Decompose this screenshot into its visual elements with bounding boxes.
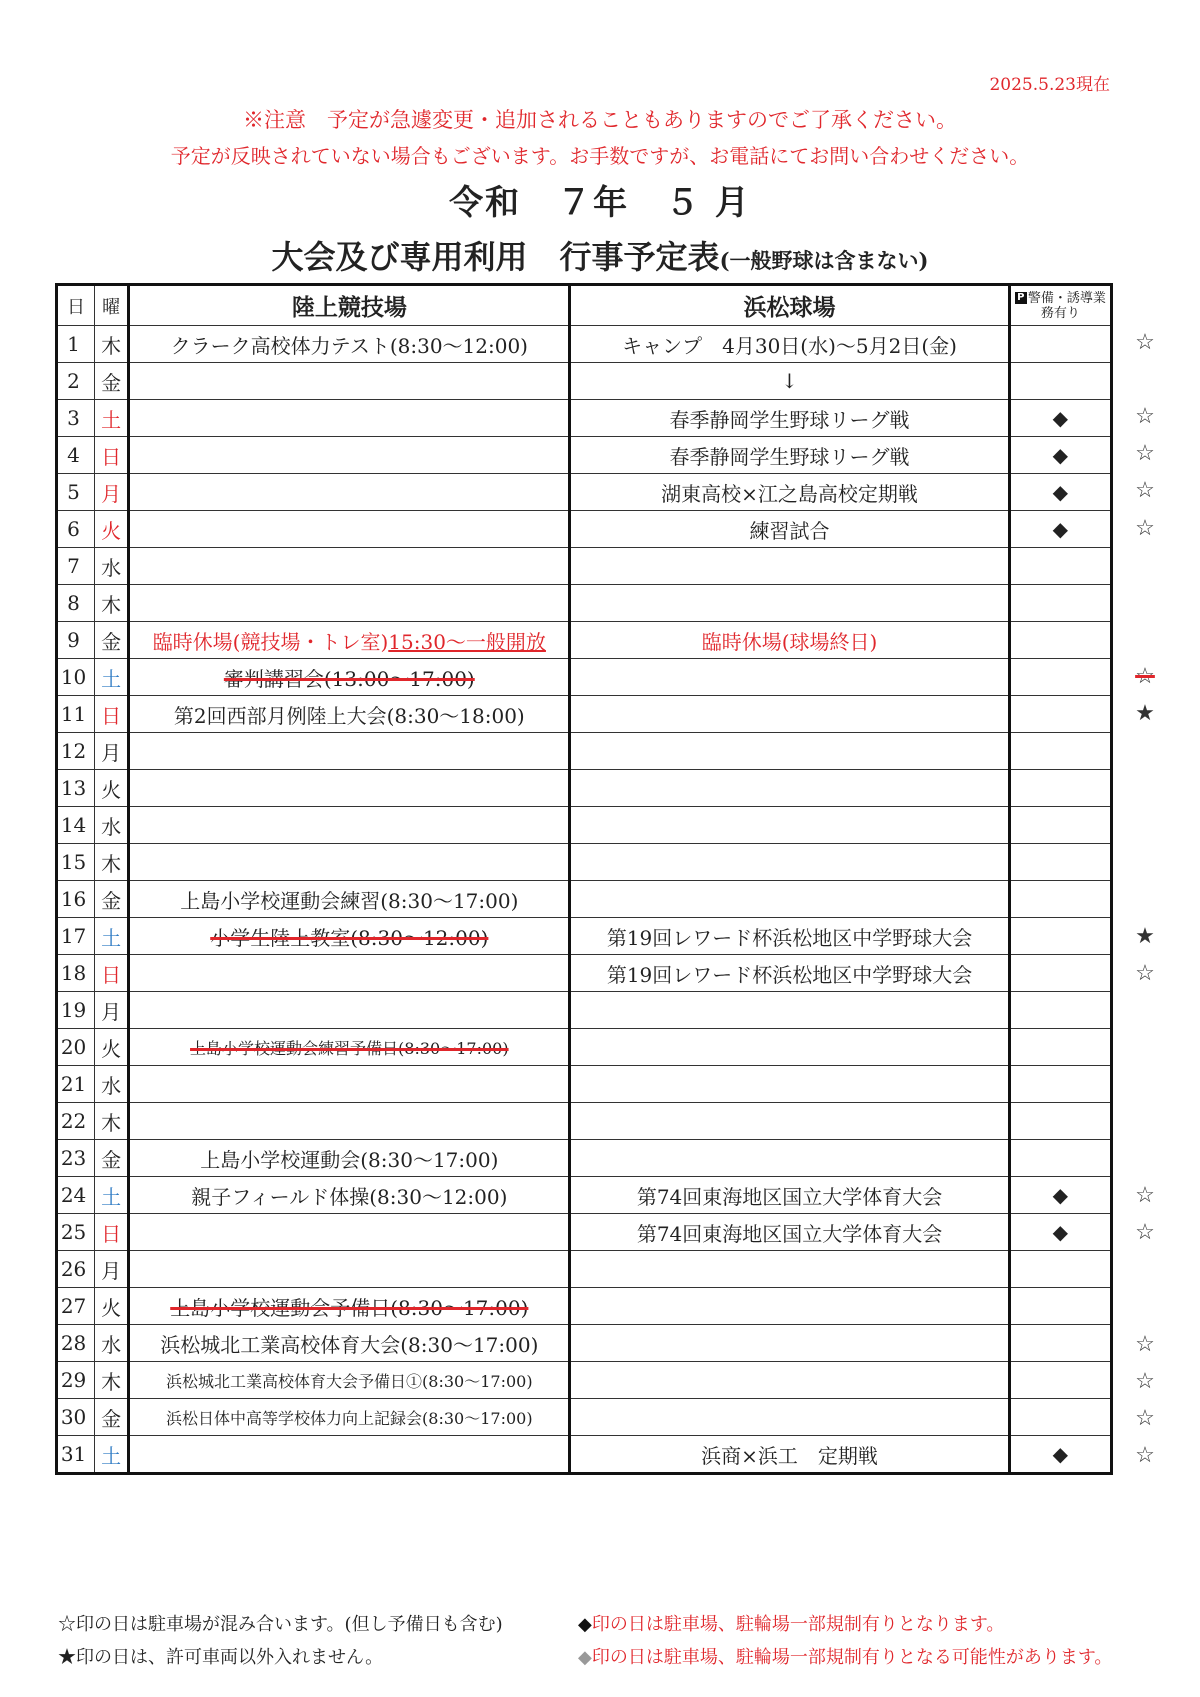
row-baseball-event: キャンプ 4月30日(水)～5月2日(金) [570, 326, 1009, 363]
row-weekday: 火 [95, 1288, 129, 1325]
row-weekday: 日 [95, 955, 129, 992]
row-weekday: 月 [95, 992, 129, 1029]
row-parking-mark [1009, 733, 1111, 770]
table-row [57, 659, 1112, 696]
row-athletics-event [129, 1140, 570, 1177]
row-parking-mark [1009, 585, 1111, 622]
row-day: 24 [57, 1177, 95, 1214]
row-baseball-event [570, 1103, 1009, 1140]
row-athletics-event [129, 437, 570, 474]
table-row [57, 1288, 1112, 1325]
table-row [57, 548, 1112, 585]
row-day: 14 [57, 807, 95, 844]
row-weekday: 水 [95, 1325, 129, 1362]
table-row [57, 770, 1112, 807]
row-parking-mark [1009, 1288, 1111, 1325]
row-athletics-event [129, 326, 570, 363]
row-baseball-event [570, 1399, 1009, 1436]
row-athletics-event [129, 844, 570, 881]
row-athletics-event [129, 659, 570, 696]
row-athletics-event [129, 1214, 570, 1251]
row-parking-mark: ◆ [1009, 1436, 1111, 1474]
row-weekday: 木 [95, 585, 129, 622]
row-weekday: 土 [95, 659, 129, 696]
row-athletics-event [129, 548, 570, 585]
table-row [57, 437, 1112, 474]
header-baseball: 浜松球場 [570, 285, 1009, 326]
row-weekday: 木 [95, 326, 129, 363]
row-day: 18 [57, 955, 95, 992]
row-athletics-event [129, 1399, 570, 1436]
row-parking-mark [1009, 1325, 1111, 1362]
row-baseball-event: 第19回レワード杯浜松地区中学野球大会 [570, 955, 1009, 992]
row-weekday: 土 [95, 400, 129, 437]
row-star-mark: ☆ [1135, 1331, 1155, 1357]
row-day: 11 [57, 696, 95, 733]
athletics-open-note: 15:30～一般開放 [388, 629, 546, 654]
row-athletics-event [129, 918, 570, 955]
row-weekday: 金 [95, 622, 129, 659]
row-athletics-event [129, 400, 570, 437]
row-parking-mark [1009, 548, 1111, 585]
athletics-event-text: 上島小学校運動会(8:30～17:00) [200, 1147, 499, 1172]
table-row [57, 1066, 1112, 1103]
row-star-mark: ☆ [1135, 1443, 1155, 1468]
row-baseball-event [570, 1029, 1009, 1066]
row-athletics-event [129, 1103, 570, 1140]
row-weekday: 金 [95, 1140, 129, 1177]
row-baseball-event: 浜商×浜工 定期戦 [570, 1436, 1009, 1474]
row-baseball-event [570, 1288, 1009, 1325]
row-parking-mark [1009, 1362, 1111, 1399]
row-parking-mark [1009, 770, 1111, 807]
table-row [57, 992, 1112, 1029]
table-row [57, 807, 1112, 844]
athletics-event-text: 第2回西部月例陸上大会(8:30～18:00) [173, 703, 525, 728]
row-weekday: 金 [95, 1399, 129, 1436]
legend-black-star: ★印の日は、許可車両以外入れません。 [58, 1647, 384, 1668]
row-baseball-event [570, 992, 1009, 1029]
row-parking-mark: ◆ [1009, 1177, 1111, 1214]
legend-white-star: ☆印の日は駐車場が混み合います。(但し予備日も含む) [58, 1614, 503, 1635]
row-day: 17 [57, 918, 95, 955]
row-baseball-event: 湖東高校×江之島高校定期戦 [570, 474, 1009, 511]
row-star-mark: ☆ [1135, 404, 1155, 430]
row-baseball-event: 練習試合 [570, 511, 1009, 548]
row-weekday: 日 [95, 696, 129, 733]
table-row [57, 1399, 1112, 1436]
row-baseball-event [570, 1066, 1009, 1103]
row-day: 19 [57, 992, 95, 1029]
row-star-mark: ☆ [1135, 478, 1155, 504]
row-athletics-event [129, 807, 570, 844]
row-weekday: 土 [95, 1436, 129, 1474]
row-day: 31 [57, 1436, 95, 1474]
row-parking-mark [1009, 363, 1111, 400]
row-athletics-event [129, 474, 570, 511]
athletics-event-text: 審判講習会(13:00～17:00) [223, 666, 475, 691]
row-athletics-event [129, 881, 570, 918]
row-athletics-event [129, 696, 570, 733]
row-star-mark: ☆ [1135, 441, 1155, 467]
row-day: 12 [57, 733, 95, 770]
table-row [57, 400, 1112, 437]
row-weekday: 金 [95, 363, 129, 400]
row-parking-mark: ◆ [1009, 511, 1111, 548]
table-row [57, 1029, 1112, 1066]
table-row [57, 1362, 1112, 1399]
legend-black-diamond-text: 印の日は駐車場、駐輪場一部規制有りとなります。 [591, 1614, 1005, 1635]
table-row [57, 1140, 1112, 1177]
row-weekday: 日 [95, 1214, 129, 1251]
row-athletics-event [129, 585, 570, 622]
row-athletics-event [129, 1362, 570, 1399]
as-of-date: 2025.5.23現在 [989, 75, 1110, 95]
table-row [57, 733, 1112, 770]
table-row [57, 955, 1112, 992]
table-row [57, 1214, 1112, 1251]
row-athletics-event [129, 1325, 570, 1362]
table-row [57, 363, 1112, 400]
row-day: 21 [57, 1066, 95, 1103]
parking-badge-icon: P [1015, 292, 1027, 304]
row-weekday: 月 [95, 1251, 129, 1288]
row-parking-mark [1009, 659, 1111, 696]
athletics-event-text: 上島小学校運動会練習予備日(8:30～17:00) [190, 1039, 509, 1058]
row-star-mark: ☆ [1135, 1220, 1155, 1246]
legend-gray-diamond-text: 印の日は駐車場、駐輪場一部規制有りとなる可能性があります。 [591, 1647, 1113, 1668]
row-baseball-event: 第74回東海地区国立大学体育大会 [570, 1214, 1009, 1251]
row-day: 23 [57, 1140, 95, 1177]
row-day: 20 [57, 1029, 95, 1066]
row-weekday: 土 [95, 1177, 129, 1214]
title-month: 令和 ７年 ５ 月 [449, 183, 751, 223]
row-athletics-event [129, 622, 570, 659]
athletics-event-text: 浜松城北工業高校体育大会(8:30～17:00) [160, 1332, 539, 1357]
row-day: 8 [57, 585, 95, 622]
row-star-mark: ☆ [1135, 330, 1155, 355]
row-athletics-event [129, 511, 570, 548]
row-baseball-event: 臨時休場(球場終日) [570, 622, 1009, 659]
row-parking-mark [1009, 881, 1111, 918]
row-day: 15 [57, 844, 95, 881]
row-weekday: 木 [95, 1362, 129, 1399]
row-day: 9 [57, 622, 95, 659]
row-athletics-event [129, 363, 570, 400]
row-day: 13 [57, 770, 95, 807]
table-row [57, 1177, 1112, 1214]
row-parking-mark [1009, 955, 1111, 992]
row-weekday: 木 [95, 844, 129, 881]
table-row [57, 1103, 1112, 1140]
row-parking-mark: ◆ [1009, 437, 1111, 474]
table-row [57, 1251, 1112, 1288]
row-weekday: 火 [95, 1029, 129, 1066]
athletics-event-text: 浜松城北工業高校体育大会予備日①(8:30～17:00) [166, 1372, 533, 1391]
header-parking-label: 警備・誘導業務有り [1027, 290, 1106, 321]
table-row [57, 585, 1112, 622]
notice-line-1: ※注意 予定が急遽変更・追加されることもありますのでご了承ください。 [243, 108, 957, 132]
row-parking-mark [1009, 844, 1111, 881]
table-row [57, 881, 1112, 918]
row-parking-mark [1009, 1251, 1111, 1288]
table-row [57, 696, 1112, 733]
header-weekday: 曜 [95, 285, 129, 326]
header-parking [1009, 285, 1111, 326]
row-day: 5 [57, 474, 95, 511]
table-header-row [57, 285, 1112, 326]
row-day: 27 [57, 1288, 95, 1325]
row-parking-mark: ◆ [1009, 1214, 1111, 1251]
row-star-mark: ☆ [1135, 1405, 1155, 1431]
row-weekday: 月 [95, 474, 129, 511]
header-athletics: 陸上競技場 [129, 285, 570, 326]
row-athletics-event [129, 733, 570, 770]
row-athletics-event [129, 770, 570, 807]
row-parking-mark [1009, 1029, 1111, 1066]
athletics-event-text: 上島小学校運動会予備日(8:30～17:00) [170, 1295, 529, 1320]
row-athletics-event [129, 1288, 570, 1325]
row-athletics-event [129, 1066, 570, 1103]
row-baseball-event [570, 696, 1009, 733]
row-parking-mark [1009, 622, 1111, 659]
table-row [57, 474, 1112, 511]
row-baseball-event [570, 733, 1009, 770]
row-baseball-event [570, 1325, 1009, 1362]
notice-line-2: 予定が反映されていない場合もございます。お手数ですが、お電話にてお問い合わせください。 [170, 144, 1030, 168]
row-weekday: 日 [95, 437, 129, 474]
row-day: 30 [57, 1399, 95, 1436]
row-parking-mark: ◆ [1009, 400, 1111, 437]
row-baseball-event [570, 585, 1009, 622]
row-baseball-event: ↓ [570, 363, 1009, 400]
row-baseball-event [570, 548, 1009, 585]
black-diamond-icon: ◆ [578, 1614, 592, 1635]
row-baseball-event [570, 1140, 1009, 1177]
row-baseball-event [570, 881, 1009, 918]
row-star-mark: ★ [1135, 923, 1155, 949]
row-day: 2 [57, 363, 95, 400]
row-star-mark: ☆ [1135, 515, 1155, 541]
table-row [57, 622, 1112, 659]
row-weekday: 木 [95, 1103, 129, 1140]
row-baseball-event [570, 844, 1009, 881]
row-baseball-event [570, 1251, 1009, 1288]
row-weekday: 水 [95, 548, 129, 585]
row-day: 3 [57, 400, 95, 437]
row-day: 4 [57, 437, 95, 474]
table-row [57, 511, 1112, 548]
row-day: 28 [57, 1325, 95, 1362]
row-parking-mark [1009, 326, 1111, 363]
row-athletics-event [129, 1029, 570, 1066]
row-day: 1 [57, 326, 95, 363]
athletics-event-text: クラーク高校体力テスト(8:30～12:00) [170, 333, 528, 358]
row-parking-mark [1009, 1103, 1111, 1140]
row-star-mark: ☆ [1135, 1183, 1155, 1209]
athletics-event-text: 臨時休場(競技場・トレ室) [152, 629, 389, 654]
row-parking-mark: ◆ [1009, 474, 1111, 511]
row-athletics-event [129, 992, 570, 1029]
gray-diamond-icon: ◆ [578, 1647, 592, 1668]
header-day: 日 [57, 285, 95, 326]
athletics-event-text: 浜松日体中高等学校体力向上記録会(8:30～17:00) [166, 1409, 533, 1428]
row-weekday: 土 [95, 918, 129, 955]
row-parking-mark [1009, 918, 1111, 955]
row-parking-mark [1009, 1066, 1111, 1103]
row-day: 25 [57, 1214, 95, 1251]
row-athletics-event [129, 1251, 570, 1288]
row-baseball-event [570, 770, 1009, 807]
row-star-mark: ☆ [1135, 663, 1155, 689]
row-parking-mark [1009, 1399, 1111, 1436]
row-star-mark: ☆ [1135, 1368, 1155, 1394]
title-note: (一般野球は含まない) [719, 248, 929, 273]
row-athletics-event [129, 955, 570, 992]
row-baseball-event: 第19回レワード杯浜松地区中学野球大会 [570, 918, 1009, 955]
athletics-event-text: 親子フィールド体操(8:30～12:00) [191, 1184, 508, 1209]
row-baseball-event: 春季静岡学生野球リーグ戦 [570, 400, 1009, 437]
row-day: 7 [57, 548, 95, 585]
row-weekday: 水 [95, 1066, 129, 1103]
row-day: 22 [57, 1103, 95, 1140]
row-parking-mark [1009, 696, 1111, 733]
table-row [57, 326, 1112, 363]
legend-gray-diamond [578, 1643, 1138, 1669]
table-row [57, 918, 1112, 955]
athletics-event-text: 上島小学校運動会練習(8:30～17:00) [180, 888, 519, 913]
title-main-text: 大会及び専用利用 行事予定表 [271, 238, 720, 276]
table-row [57, 1325, 1112, 1362]
row-athletics-event [129, 1177, 570, 1214]
row-day: 10 [57, 659, 95, 696]
row-baseball-event [570, 807, 1009, 844]
title-main [0, 232, 1200, 278]
row-day: 6 [57, 511, 95, 548]
row-day: 16 [57, 881, 95, 918]
row-weekday: 火 [95, 770, 129, 807]
row-day: 26 [57, 1251, 95, 1288]
row-parking-mark [1009, 1140, 1111, 1177]
row-weekday: 金 [95, 881, 129, 918]
legend-black-diamond [578, 1610, 1004, 1636]
row-day: 29 [57, 1362, 95, 1399]
table-row [57, 1436, 1112, 1474]
row-star-mark: ☆ [1135, 960, 1155, 986]
row-baseball-event: 春季静岡学生野球リーグ戦 [570, 437, 1009, 474]
row-baseball-event: 第74回東海地区国立大学体育大会 [570, 1177, 1009, 1214]
athletics-event-text: 小学生陸上教室(8:30～12:00) [210, 925, 489, 950]
row-parking-mark [1009, 992, 1111, 1029]
row-baseball-event [570, 659, 1009, 696]
row-weekday: 火 [95, 511, 129, 548]
schedule-table [55, 283, 1113, 1475]
table-row [57, 844, 1112, 881]
row-parking-mark [1009, 807, 1111, 844]
row-baseball-event [570, 1362, 1009, 1399]
row-weekday: 月 [95, 733, 129, 770]
row-weekday: 水 [95, 807, 129, 844]
row-athletics-event [129, 1436, 570, 1474]
row-star-mark: ★ [1135, 701, 1155, 726]
